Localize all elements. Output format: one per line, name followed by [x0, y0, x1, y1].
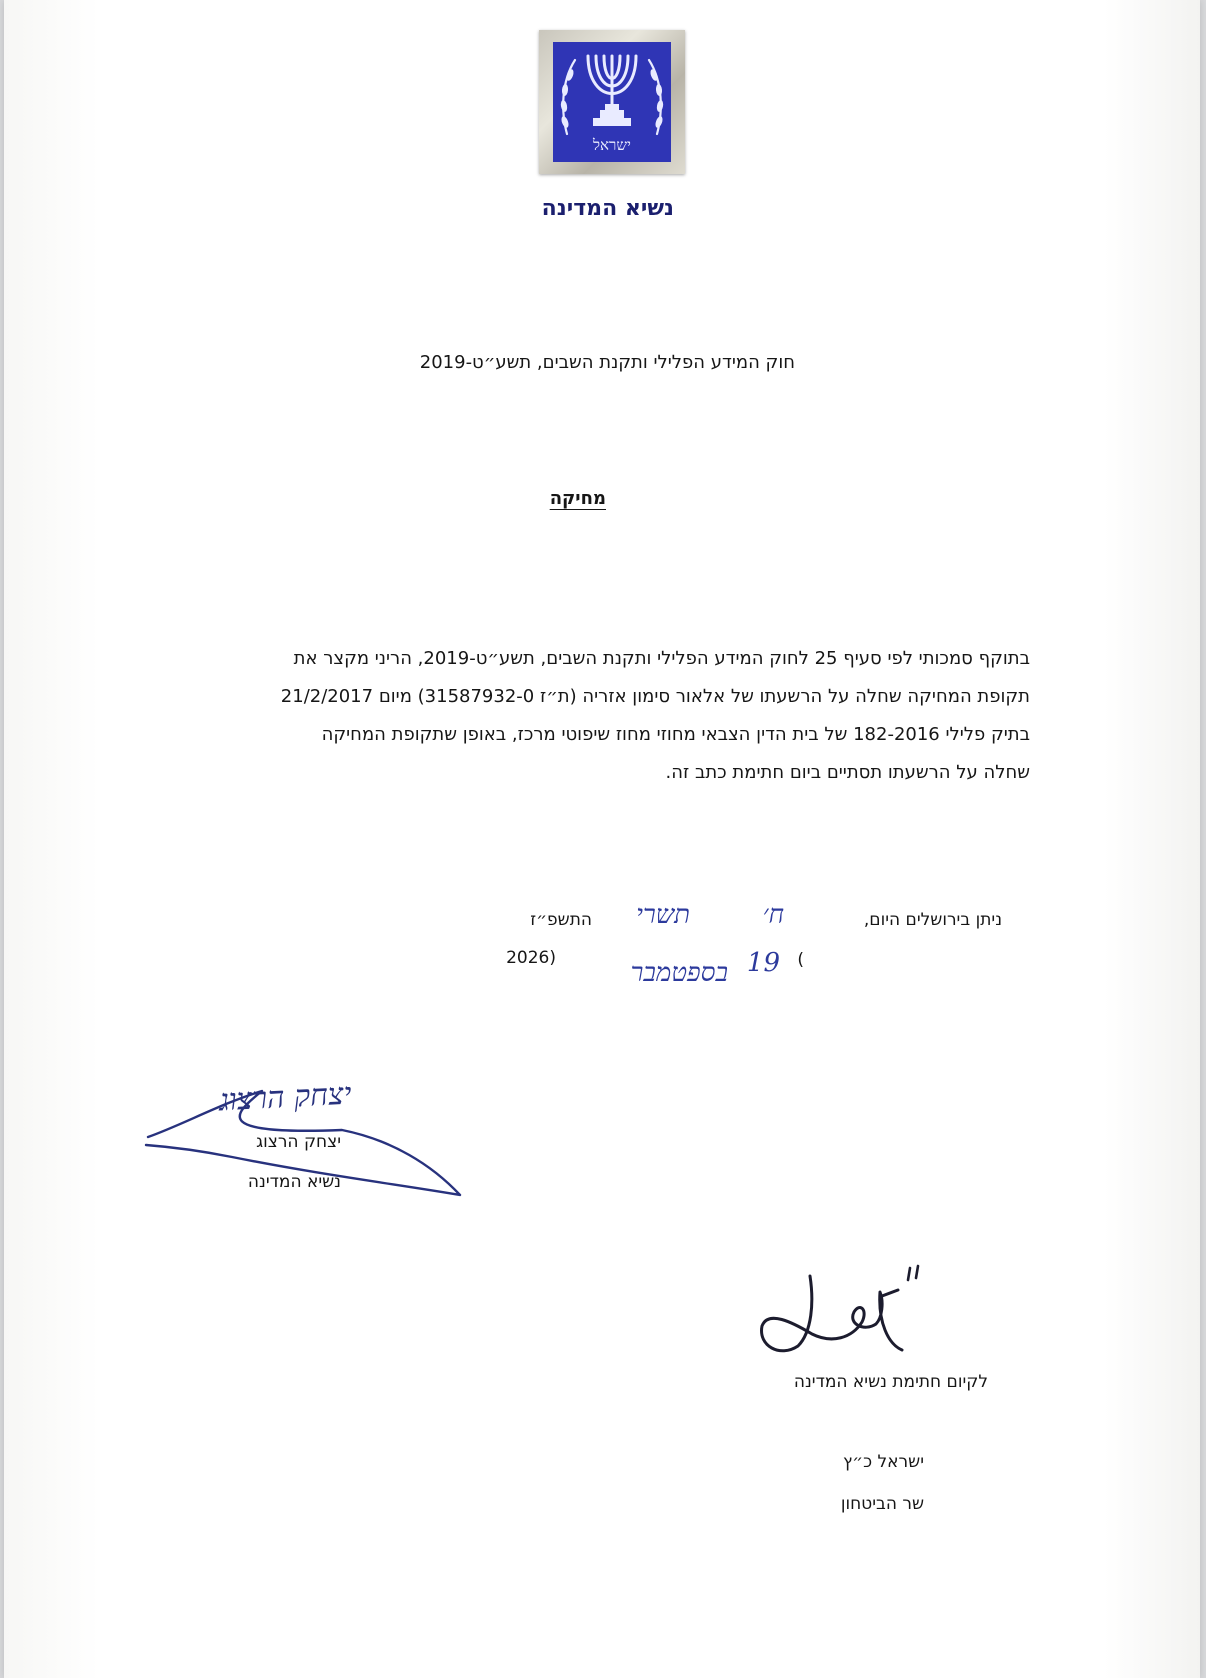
body-line: תקופת המחיקה שחלה על הרשעתו של אלאור סימון אזריה (ת״ז 31587932-0) מיום 21/2/2017: [280, 686, 1030, 707]
body-line: שחלה על הרשעתו תסתיים ביום חתימת כתב זה.: [665, 762, 1030, 783]
handwritten-hebrew-month: תשרי: [636, 900, 690, 930]
handwritten-hebrew-day: ח׳: [762, 900, 784, 930]
minister-title: שר הביטחון: [840, 1494, 924, 1514]
open-paren: (: [797, 950, 804, 970]
law-title: חוק המידע הפלילי ותקנת השבים, תשע״ט-2019: [419, 352, 795, 373]
emblem-text: ישראל: [593, 136, 631, 154]
document-page: [4, 0, 1200, 1678]
handwritten-gregorian-month: בספטמבר: [630, 958, 728, 988]
president-name: יצחק הרצוג: [256, 1132, 341, 1152]
president-title: נשיא המדינה: [247, 1172, 341, 1192]
countersign-caption: לקיום חתימת נשיא המדינה: [793, 1372, 988, 1392]
body-line: בתיק פלילי 182-2016 של בית הדין הצבאי מחוזי מחוז שיפוטי מרכז, באופן שתקופת המחיקה: [321, 724, 1030, 745]
hebrew-year: התשפ״ז: [530, 910, 592, 930]
gregorian-year: 2026): [506, 948, 556, 968]
document-heading: מחיקה: [549, 488, 606, 509]
office-title: נשיא המדינה: [541, 196, 674, 221]
president-handwritten-signature: יצחק הרצוג: [218, 1076, 353, 1119]
date-prefix: ניתן בירושלים היום,: [863, 910, 1002, 930]
menorah-emblem-icon: [553, 42, 671, 162]
body-line: בתוקף סמכותי לפי סעיף 25 לחוק המידע הפלילי ותקנת השבים, תשע״ט-2019, הריני מקצר את: [293, 648, 1030, 669]
state-emblem: [539, 30, 685, 174]
minister-signature: [752, 1262, 952, 1362]
handwritten-gregorian-day: 19: [746, 948, 780, 978]
minister-name: ישראל כ״ץ: [843, 1452, 924, 1472]
